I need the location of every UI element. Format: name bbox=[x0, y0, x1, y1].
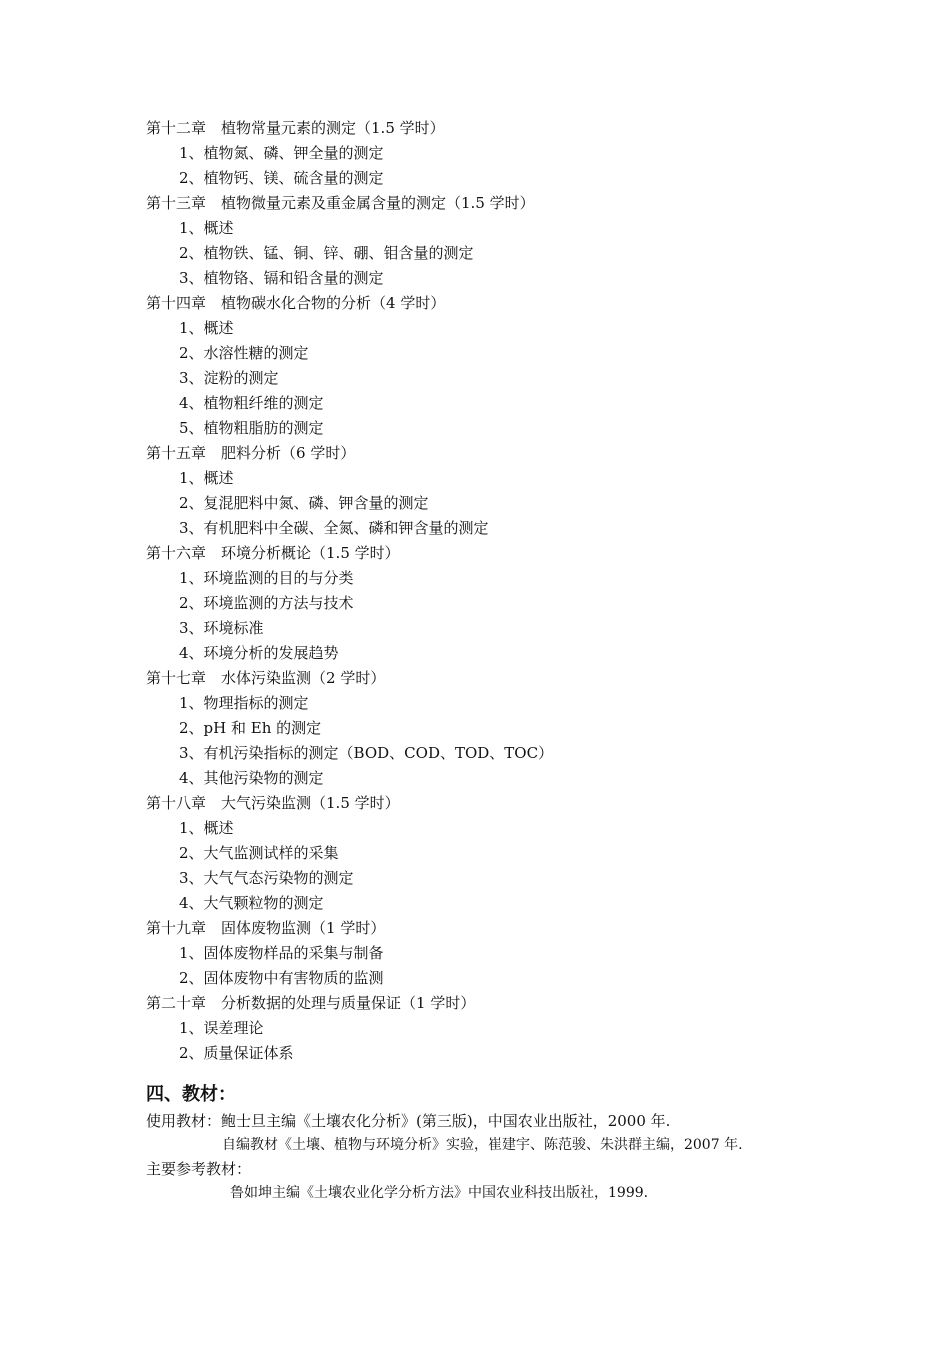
chapter-item: 4、大气颗粒物的测定 bbox=[179, 894, 324, 912]
chapter-item: 2、植物钙、镁、硫含量的测定 bbox=[179, 169, 384, 187]
syllabus-page bbox=[146, 116, 846, 1205]
chapter-item: 2、质量保证体系 bbox=[179, 1044, 294, 1062]
chapter-title: 第十九章 固体废物监测（1 学时） bbox=[146, 919, 386, 937]
chapter-title: 第十二章 植物常量元素的测定（1.5 学时） bbox=[146, 119, 445, 137]
chapter-title: 第二十章 分析数据的处理与质量保证（1 学时） bbox=[146, 994, 476, 1012]
textbook-section bbox=[146, 1081, 846, 1205]
chapter-title: 第十五章 肥料分析（6 学时） bbox=[146, 444, 356, 462]
chapter-title: 第十六章 环境分析概论（1.5 学时） bbox=[146, 544, 400, 562]
reference-textbook-line: 鲁如坤主编《土壤农业化学分析方法》中国农业科技出版社，1999. bbox=[230, 1185, 649, 1201]
reference-label: 主要参考教材： bbox=[146, 1160, 252, 1178]
chapter-item: 1、环境监测的目的与分类 bbox=[179, 569, 354, 587]
chapter-list bbox=[146, 116, 846, 1066]
chapter-title: 第十七章 水体污染监测（2 学时） bbox=[146, 669, 386, 687]
textbook-heading: 四、教材： bbox=[146, 1084, 236, 1105]
chapter-item: 3、植物铬、镉和铅含量的测定 bbox=[179, 269, 384, 287]
chapter-item: 4、其他污染物的测定 bbox=[179, 769, 324, 787]
chapter-item: 1、概述 bbox=[179, 319, 234, 337]
self-compiled-textbook-line: 自编教材《土壤、植物与环境分析》实验，崔建宇、陈范骏、朱洪群主编，2007 年. bbox=[222, 1137, 743, 1153]
chapter-item: 2、植物铁、锰、铜、锌、硼、钼含量的测定 bbox=[179, 244, 474, 262]
chapter-item: 1、物理指标的测定 bbox=[179, 694, 309, 712]
chapter-item: 3、大气气态污染物的测定 bbox=[179, 869, 354, 887]
chapter-title: 第十八章 大气污染监测（1.5 学时） bbox=[146, 794, 400, 812]
chapter-item: 1、误差理论 bbox=[179, 1019, 264, 1037]
chapter-title: 第十四章 植物碳水化合物的分析（4 学时） bbox=[146, 294, 446, 312]
chapter-item: 3、淀粉的测定 bbox=[179, 369, 279, 387]
chapter-item: 1、概述 bbox=[179, 819, 234, 837]
chapter-item: 2、环境监测的方法与技术 bbox=[179, 594, 354, 612]
chapter-item: 3、有机肥料中全碳、全氮、磷和钾含量的测定 bbox=[179, 519, 489, 537]
chapter-item: 1、固体废物样品的采集与制备 bbox=[179, 944, 384, 962]
chapter-item: 2、大气监测试样的采集 bbox=[179, 844, 339, 862]
chapter-item: 1、植物氮、磷、钾全量的测定 bbox=[179, 144, 384, 162]
used-textbook-line: 使用教材：鲍士旦主编《土壤农化分析》(第三版)，中国农业出版社，2000 年. bbox=[146, 1112, 671, 1130]
chapter-item: 4、环境分析的发展趋势 bbox=[179, 644, 339, 662]
chapter-item: 2、固体废物中有害物质的监测 bbox=[179, 969, 384, 987]
chapter-item: 2、水溶性糖的测定 bbox=[179, 344, 309, 362]
chapter-item: 3、环境标准 bbox=[179, 619, 264, 637]
chapter-item: 2、复混肥料中氮、磷、钾含量的测定 bbox=[179, 494, 429, 512]
chapter-title: 第十三章 植物微量元素及重金属含量的测定（1.5 学时） bbox=[146, 194, 535, 212]
chapter-item: 2、pH 和 Eh 的测定 bbox=[179, 719, 322, 737]
chapter-item: 1、概述 bbox=[179, 219, 234, 237]
chapter-item: 5、植物粗脂肪的测定 bbox=[179, 419, 324, 437]
chapter-item: 1、概述 bbox=[179, 469, 234, 487]
chapter-item: 3、有机污染指标的测定（BOD、COD、TOD、TOC） bbox=[179, 744, 554, 762]
chapter-item: 4、植物粗纤维的测定 bbox=[179, 394, 324, 412]
